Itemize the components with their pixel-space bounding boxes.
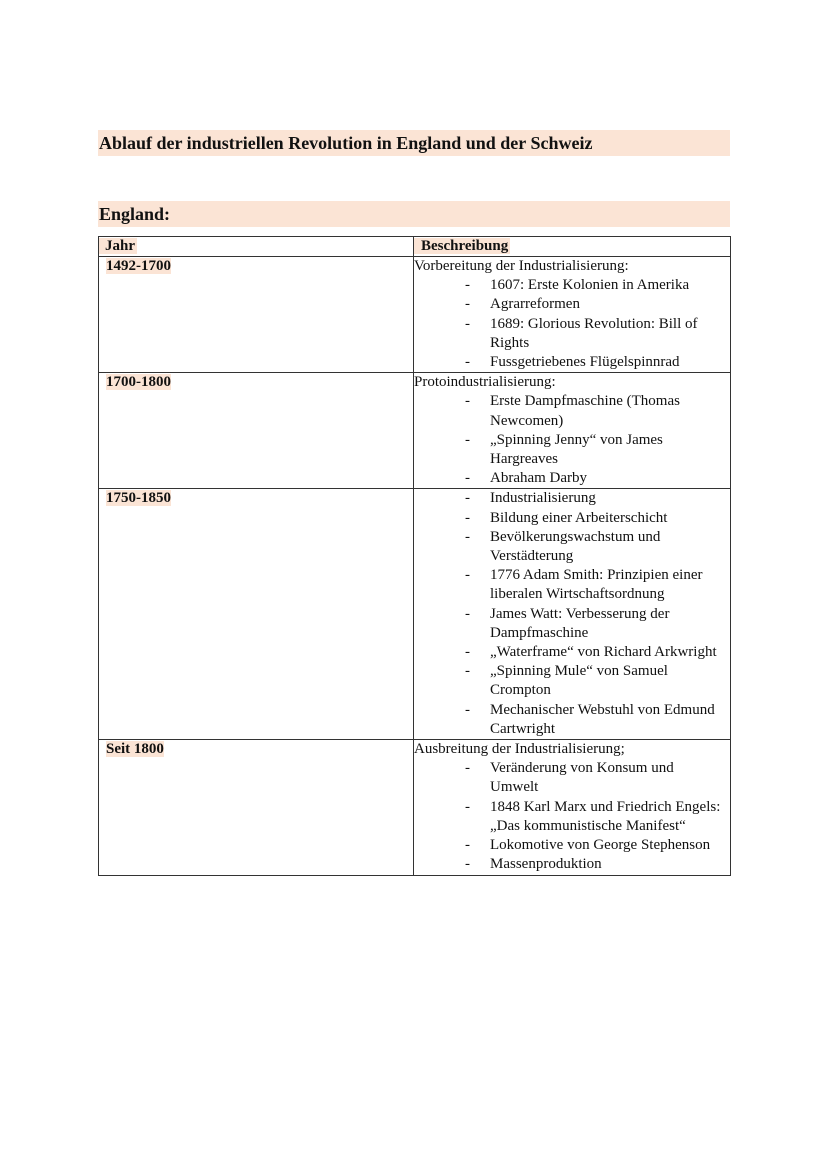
year-label: 1700-1800 bbox=[106, 374, 171, 391]
description-list bbox=[414, 392, 730, 488]
description-intro: Ausbreitung der Industrialisierung; bbox=[414, 741, 625, 758]
list-item: - „Spinning Jenny“ von James Hargreaves bbox=[414, 431, 730, 469]
section-title-england: England: bbox=[98, 201, 730, 227]
list-item: - 1689: Glorious Revolution: Bill of Rights bbox=[414, 315, 730, 353]
england-timeline-table bbox=[98, 236, 731, 876]
table-row bbox=[99, 257, 731, 373]
year-cell bbox=[99, 257, 414, 373]
list-item: - Industrialisierung bbox=[414, 489, 730, 508]
description-cell bbox=[414, 740, 731, 875]
year-label: Seit 1800 bbox=[106, 741, 164, 758]
year-cell bbox=[99, 740, 414, 875]
list-item: - Erste Dampfmaschine (Thomas Newcomen) bbox=[414, 392, 730, 430]
description-cell bbox=[414, 373, 731, 489]
document-title: Ablauf der industriellen Revolution in England und der Schweiz bbox=[98, 130, 730, 156]
list-item: - Massenproduktion bbox=[414, 855, 730, 874]
list-item: - „Waterframe“ von Richard Arkwright bbox=[414, 643, 730, 662]
year-label: 1492-1700 bbox=[106, 258, 171, 274]
list-item: - Mechanischer Webstuhl von Edmund Cartwright bbox=[414, 701, 730, 739]
description-list bbox=[414, 489, 730, 739]
list-item: - Fussgetriebenes Flügelspinnrad bbox=[414, 353, 730, 372]
list-item: - 1776 Adam Smith: Prinzipien einer liberalen Wirtschaftsordnung bbox=[414, 566, 730, 604]
list-item: - Abraham Darby bbox=[414, 469, 730, 488]
list-item: - Agrarreformen bbox=[414, 295, 730, 314]
table-body bbox=[99, 257, 731, 876]
description-cell bbox=[414, 257, 731, 373]
year-cell bbox=[99, 489, 414, 740]
list-item: - „Spinning Mule“ von Samuel Crompton bbox=[414, 662, 730, 700]
year-cell bbox=[99, 373, 414, 489]
table-header-row bbox=[99, 237, 731, 257]
header-description: Beschreibung bbox=[414, 237, 731, 257]
list-item: - 1848 Karl Marx und Friedrich Engels: „Das kommunistische Manifest“ bbox=[414, 798, 730, 836]
description-list bbox=[414, 276, 730, 372]
list-item: - 1607: Erste Kolonien in Amerika bbox=[414, 276, 730, 295]
year-label: 1750-1850 bbox=[106, 490, 171, 507]
table-row bbox=[99, 489, 731, 740]
list-item: - James Watt: Verbesserung der Dampfmaschine bbox=[414, 605, 730, 643]
table-row bbox=[99, 373, 731, 489]
description-intro: Vorbereitung der Industrialisierung: bbox=[414, 258, 629, 274]
description-cell bbox=[414, 489, 731, 740]
list-item: - Veränderung von Konsum und Umwelt bbox=[414, 759, 730, 797]
header-year: Jahr bbox=[99, 237, 414, 257]
list-item: - Bevölkerungswachstum und Verstädterung bbox=[414, 528, 730, 566]
description-intro: Protoindustrialisierung: bbox=[414, 374, 556, 391]
table-row bbox=[99, 740, 731, 875]
list-item: - Bildung einer Arbeiterschicht bbox=[414, 509, 730, 528]
description-list bbox=[414, 759, 730, 874]
list-item: - Lokomotive von George Stephenson bbox=[414, 836, 730, 855]
